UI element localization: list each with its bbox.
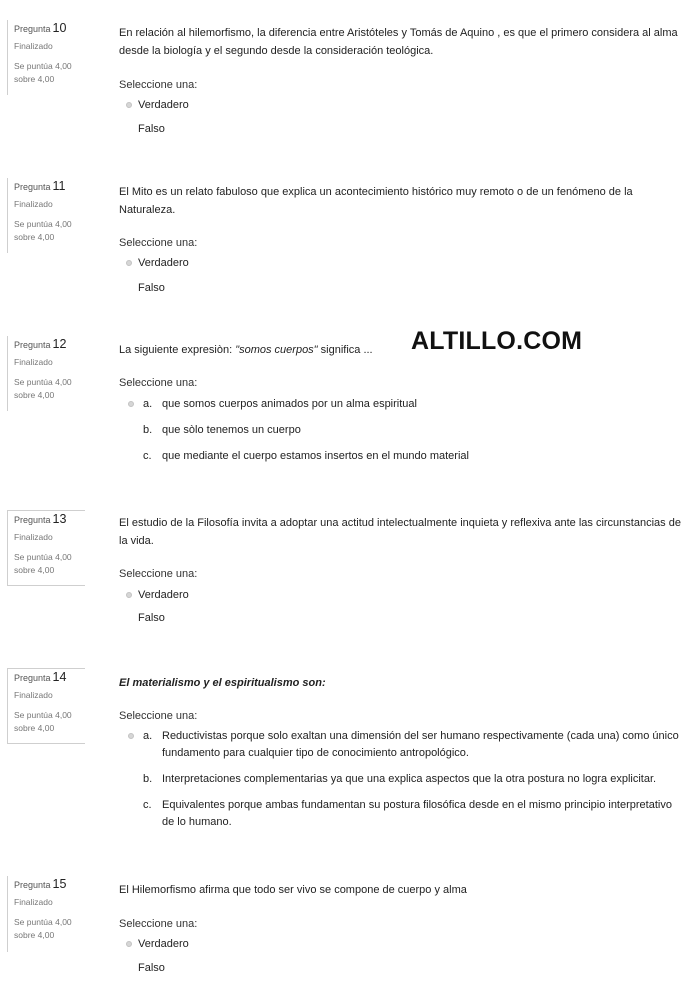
question-state: Finalizado (14, 199, 53, 209)
question-text: En relación al hilemorfismo, la diferencia entre Aristóteles y Tomás de Aquino , es que el primero considera al alma desde la biología y el segundo desde la consideración teológica. (119, 27, 678, 57)
question-state: Finalizado (14, 690, 53, 700)
question-text: La siguiente expresiòn: "somos cuerpos" significa ... (119, 344, 373, 356)
question-info (7, 336, 85, 411)
question-text: El Mito es un relato fabuloso que explica un acontecimiento histórico muy remoto o de un fenómeno de la Naturaleza. (119, 186, 633, 216)
question-number: Pregunta 12 (14, 337, 67, 351)
radio-button[interactable] (128, 401, 134, 407)
question-grade: Se puntúa 4,00 sobre 4,00 (14, 710, 72, 733)
question-info (7, 178, 85, 253)
question-grade: Se puntúa 4,00 sobre 4,00 (14, 61, 72, 84)
question-text: El materialismo y el espiritualismo son: (119, 677, 326, 689)
question-grade: Se puntúa 4,00 sobre 4,00 (14, 917, 72, 940)
radio-button[interactable] (126, 941, 132, 947)
question-number: Pregunta 13 (14, 512, 67, 526)
radio-button[interactable] (126, 260, 132, 266)
question-number: Pregunta 15 (14, 877, 67, 891)
question-grade: Se puntúa 4,00 sobre 4,00 (14, 552, 72, 575)
select-prompt: Seleccione una: (119, 377, 198, 389)
question-grade: Se puntúa 4,00 sobre 4,00 (14, 219, 72, 242)
radio-button[interactable] (126, 102, 132, 108)
select-prompt: Seleccione una: (119, 918, 198, 930)
question-number: Pregunta 14 (14, 670, 67, 684)
watermark: ALTILLO.COM (411, 327, 583, 355)
question-state: Finalizado (14, 897, 53, 907)
question-info (7, 876, 85, 952)
question-info (7, 20, 85, 95)
question-state: Finalizado (14, 41, 53, 51)
select-prompt: Seleccione una: (119, 568, 198, 580)
question-grade: Se puntúa 4,00 sobre 4,00 (14, 377, 72, 400)
question-info (7, 510, 85, 586)
question-info (7, 668, 85, 744)
question-text: El Hilemorfismo afirma que todo ser vivo se compone de cuerpo y alma (119, 884, 467, 896)
question-state: Finalizado (14, 532, 53, 542)
question-number: Pregunta 10 (14, 21, 67, 35)
question-number: Pregunta 11 (14, 179, 66, 193)
select-prompt: Seleccione una: (119, 237, 198, 249)
select-prompt: Seleccione una: (119, 79, 198, 91)
radio-button[interactable] (128, 733, 134, 739)
question-state: Finalizado (14, 357, 53, 367)
radio-button[interactable] (126, 592, 132, 598)
select-prompt: Seleccione una: (119, 710, 198, 722)
question-text: El estudio de la Filosofía invita a adoptar una actitud intelectualmente inquieta y reflexiva ante las circunstancias de la vida. (119, 517, 681, 547)
